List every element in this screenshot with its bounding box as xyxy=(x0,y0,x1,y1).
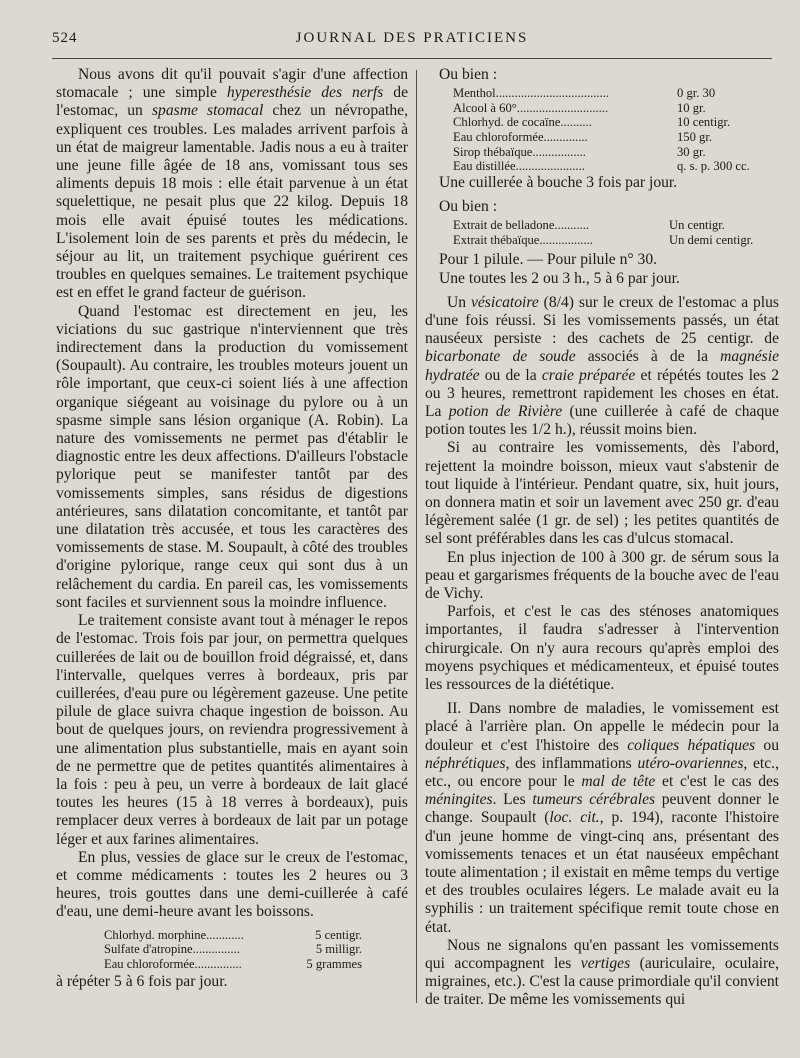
ou-bien-label: Ou bien : xyxy=(439,66,498,83)
formula-row: Alcool à 60°............................. 10 gr. xyxy=(453,100,706,115)
paragraph: Si au contraire les vomissements, dès l'abord, rejettent la moindre boisson, mieux vaut s'abstenir de tout liquide à l'intérieur. Pendant quatre, six, huit jours, on donnera matin et soir un lavement avec 250 gr. d'eau légèrement salée (1 gr. de sel) ; les petites quantités de sel sont préférables dans les cas d'ulcus stomacal. xyxy=(425,439,779,548)
paragraph: Nous avons dit qu'il pouvait s'agir d'une affection stomacale ; une simple hyperesthésie des nerfs de l'estomac, un spasme stomacal chez un névropathe, expliquent ces troubles. Les malades arrivent parfois à un état de maigreur lamentable. Jadis nous a eu à traiter une jeune fille âgée de 18 ans, vomissant tous ses aliments depuis 18 mois : elle était parvenue à un état squelettique, ne pesait plus que 22 kilog. Depuis 18 mois elle avait épuisé toutes les médications. L'isolement loin de ses parents et près du médecin, le séjour au lit, un traitement psychique guérirent ces troubles en quelques semaines. Le traitement psychique est en effet le grand facteur de guérison. xyxy=(56,66,408,302)
formula-note: Pour 1 pilule. — Pour pilule n° 30. xyxy=(439,251,658,269)
header-rule xyxy=(52,58,772,59)
formula-row: Chlorhyd. morphine............ 5 centigr. xyxy=(104,927,362,942)
right-column xyxy=(425,66,779,1010)
paragraph: Parfois, et c'est le cas des sténoses anatomiques importantes, il faudra s'adresser à l'intervention chirurgicale. On n'y aura recours qu'après emploi des moyens psychiques et médicamenteux, et épuisé toutes les ressources de la diététique. xyxy=(425,603,779,694)
left-column xyxy=(56,66,408,992)
formula-row: Eau chloroformée............... 5 grammes xyxy=(104,956,362,971)
paragraph: Nous ne signalons qu'en passant les vomissements qui accompagnent les vertiges (auriculaire, oculaire, migraines, etc.). C'est la cause primordiale qu'il convient de traiter. De même les vomissements qui xyxy=(425,936,780,1009)
paragraph: Quand l'estomac est directement en jeu, les viciations du suc gastrique n'interviennent que très indirectement dans la production du vomissement (Soupault). Au contraire, les troubles moteurs jouent un rôle important, que ceux-ci soient liés à une affection organique siégeant au voisinage du pylore ou à un spasme simple sans lésion organique (A. Robin). La nature des vomissements ne permet pas d'établir le diagnostic entre les deux affections. D'ailleurs l'obstacle pylorique peut se manifester tantôt par des vomissements simples, sans résidus de digestions antérieures, sans dilatation concomitante, et tantôt par une dilatation très accusée, et tous les caractères des vomissements de stase. M. Soupault, à côté des troubles d'origine pylorique, range ceux qui sont dus à un relâchement du cardia. En pareil cas, les vomissements sont faciles et surviennent sous la moindre influence. xyxy=(56,302,408,611)
formula-row: Sulfate d'atropine............... 5 milligr. xyxy=(104,942,362,957)
formula-row: Chlorhyd. de cocaïne.......... 10 centigr. xyxy=(453,115,731,130)
formula-row: Extrait thébaïque................. Un demi centigr. xyxy=(453,232,754,247)
formula-row: Extrait de belladone........... Un centigr. xyxy=(453,218,725,233)
paragraph: Le traitement consiste avant tout à ménager le repos de l'estomac. Trois fois par jour, on permettra quelques cuillerées de lait ou de bouillon froid dégraissé, et, dans l'intervalle, quelques verres à bordeaux, pris par cuillerées, d'eau pure ou légèrement gazeuse. Une petite pilule de glace suivra chaque ingestion de boisson. Au bout de quelques jours, on reviendra progressivement à une alimentation plus substantielle, mais en ayant soin de ne permettre que de petites quantités alimentaires à la fois : peu à peu, un verre à bordeaux de lait glacé toutes les heures (15 à 18 verres à bordeaux), puis remplacer deux verres à bordeaux de lait par un potage léger et aux farines alimentaires. xyxy=(56,612,408,848)
prescription-formula xyxy=(425,218,763,247)
formula-row: Eau chloroformée.............. 150 gr. xyxy=(453,129,712,144)
prescription-formula xyxy=(56,928,362,972)
paragraph: II. Dans nombre de maladies, le vomissement est placé à l'arrière plan. On appelle le médecin pour la douleur et c'est l'histoire des coliques hépatiques ou néphrétiques, des inflammations utéro-ovariennes, etc., etc., ou encore pour le mal de tête et c'est le cas des méningites. Les tumeurs cérébrales peuvent donner le change. Soupault (loc. cit., p. 194), raconte l'histoire d'un jeune homme de vingt-cinq ans, présentant des vomissements tenaces et un état nauséeux empêchant toute alimentation ; il existait en même temps du vertige et des troubles oculaires légers. Le malade avait eu la syphilis : un traitement spécifique remit toute chose en état. xyxy=(425,700,779,936)
formula-note: Une toutes les 2 ou 3 h., 5 à 6 par jour. xyxy=(439,269,680,287)
formula-row: Eau distillée...................... q. s. p. 300 cc. xyxy=(453,159,750,174)
journal-title: JOURNAL DES PRATICIENS xyxy=(295,30,529,46)
column-divider xyxy=(416,70,417,1003)
formula-row: Menthol.................................... 0 gr. 30 xyxy=(453,86,716,101)
formula-note: à répéter 5 à 6 fois par jour. xyxy=(56,973,228,991)
paragraph: En plus, vessies de glace sur le creux de l'estomac, et comme médicaments : toutes les 2 heures ou 3 heures, trois gouttes dans une demi-cuillerée à café d'eau, une demi-heure avant les boissons. xyxy=(56,848,408,921)
formula-row: Sirop thébaïque................. 30 gr. xyxy=(453,144,706,159)
page-number: 524 xyxy=(52,30,78,46)
paragraph: En plus injection de 100 à 300 gr. de sérum sous la peau et gargarismes fréquents de la bouche avec de l'eau de Vichy. xyxy=(425,548,779,603)
formula-note: Une cuillerée à bouche 3 fois par jour. xyxy=(439,173,678,191)
page-header xyxy=(52,30,772,52)
paragraph: Un vésicatoire (8/4) sur le creux de l'estomac a plus d'une fois réussi. Si les vomissements passés, un état nauséeux persiste : des cachets de 25 centigr. de bicarbonate de soude associés à de la magnésie hydratée ou de la craie préparée et répétés toutes les 2 ou 3 heures, remettront rapidement les choses en état. La potion de Rivière (une cuillerée à café de chaque potion toutes les 1/2 h.), réussit moins bien. xyxy=(425,293,779,439)
ou-bien-label: Ou bien : xyxy=(439,197,498,215)
prescription-formula xyxy=(425,86,759,174)
